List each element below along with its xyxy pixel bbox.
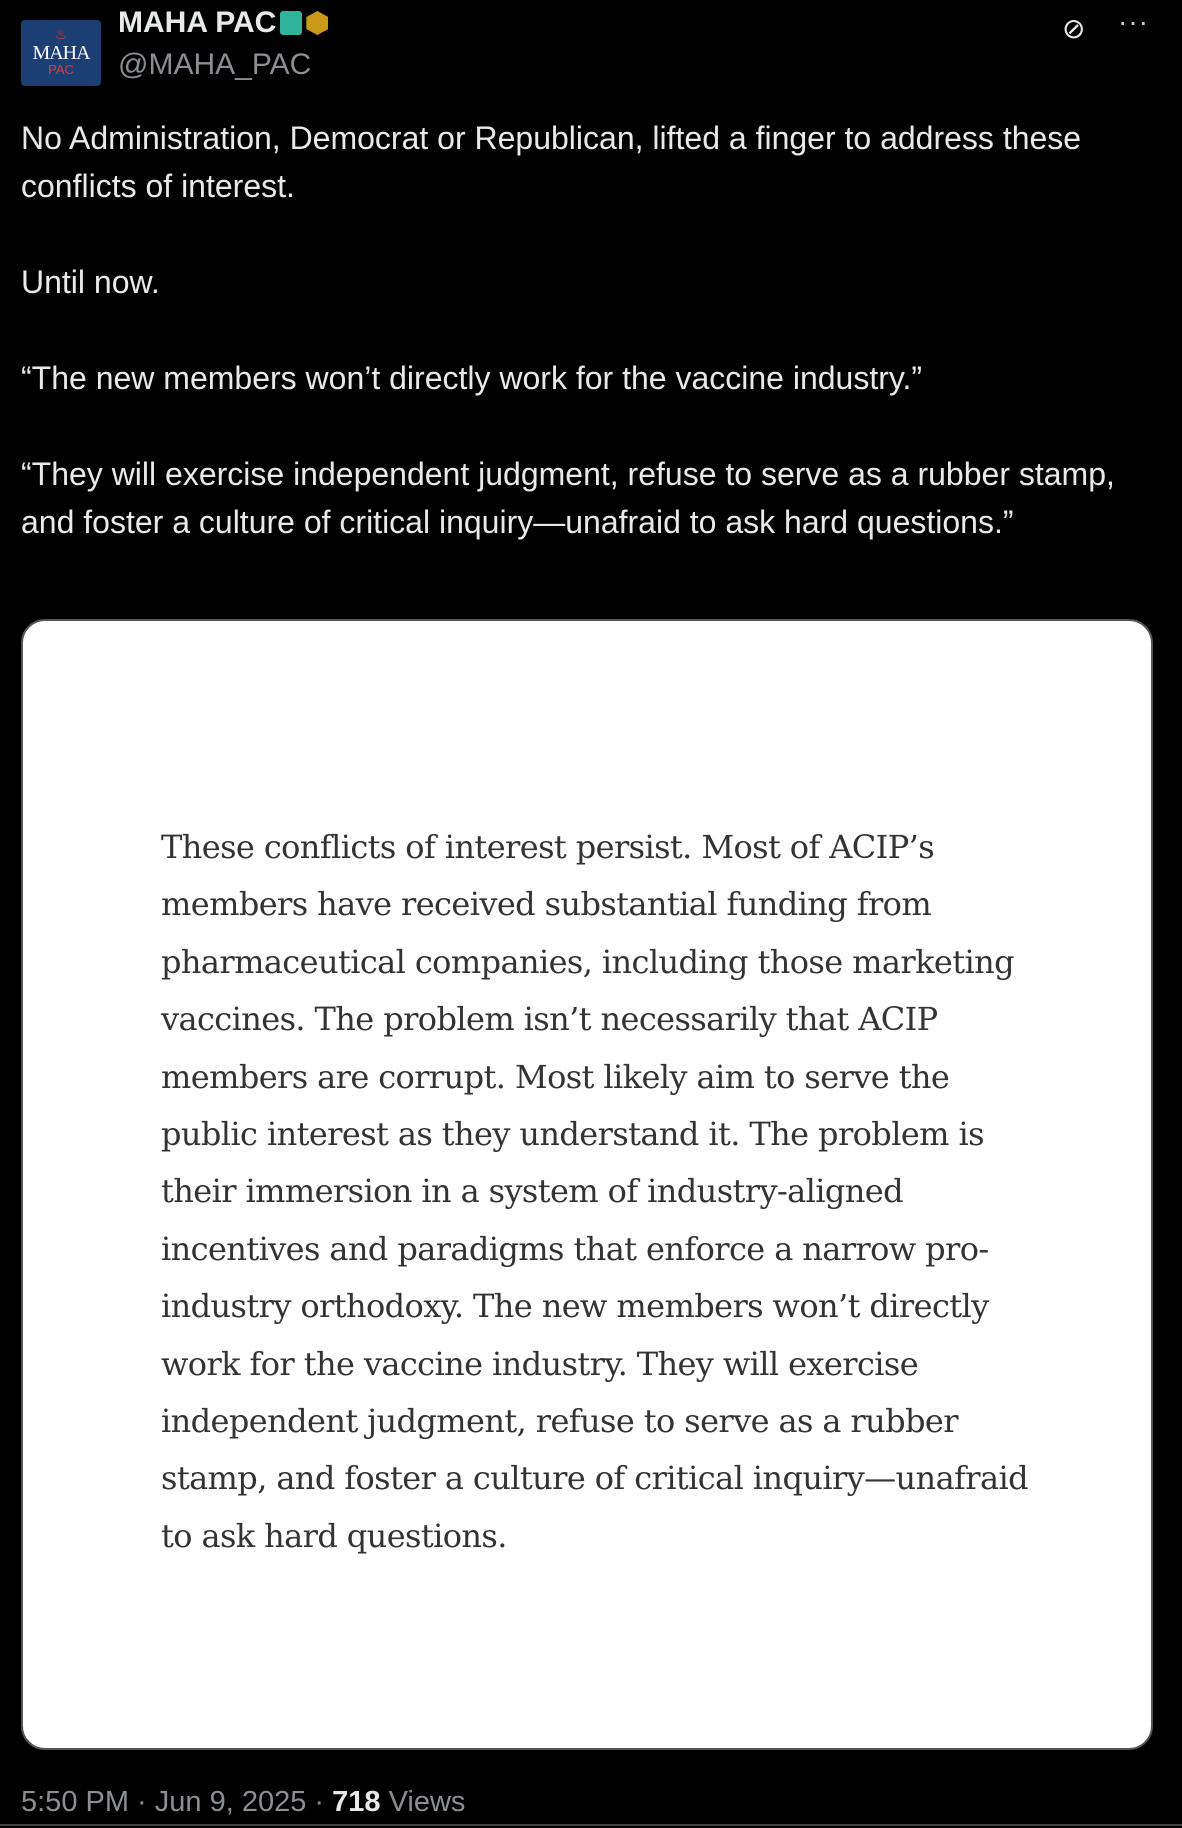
author-handle[interactable]: @MAHA_PAC [118, 48, 312, 81]
quote-image[interactable] [21, 619, 1153, 1750]
flame-icon: ♨ [54, 28, 68, 43]
views-count: 718 [332, 1786, 381, 1818]
tweet-time[interactable]: 5:50 PM [21, 1786, 129, 1818]
tweet-paragraph: Until now. [21, 264, 160, 300]
tweet-paragraph: No Administration, Democrat or Republican, lifted a finger to address these conflicts of interest. [21, 120, 1082, 204]
more-icon[interactable]: ··· [1118, 6, 1149, 37]
quote-text: These conflicts of interest persist. Most of ACIP’s members have received substantial funding from pharmaceutical companies, including those marketing vaccines. The problem isn’t necessarily that ACIP members are corrupt. Most likely aim to serve the public interest as they understand it. The problem is their immersion in a system of industry-aligned incentives and paradigms that enforce a narrow pro-industry orthodoxy. The new members won’t directly work for the vaccine industry. They will exercise independent judgment, refuse to serve as a rubber stamp, and foster a culture of critical inquiry—unafraid to ask hard questions. [161, 828, 1028, 1555]
author-name[interactable]: MAHA PAC [118, 6, 277, 39]
avatar-subtext: PAC [48, 62, 74, 77]
tweet-meta [21, 1786, 465, 1819]
tweet-text [21, 114, 1141, 594]
tweet-paragraph: “They will exercise independent judgment, refuse to serve as a rubber stamp, and foster a culture of critical inquiry—unafraid to ask hard questions.” [21, 456, 1115, 540]
tweet-date[interactable]: Jun 9, 2025 [154, 1786, 307, 1818]
author-name-row[interactable] [118, 6, 328, 40]
separator: · [306, 1786, 333, 1818]
grok-icon[interactable]: ⊘ [1062, 13, 1086, 44]
verified-badge-icon[interactable] [306, 11, 328, 35]
tweet-paragraph: “The new members won’t directly work for the vaccine industry.” [21, 360, 923, 396]
avatar[interactable] [21, 20, 101, 86]
statue-emoji-icon [280, 11, 302, 35]
avatar-text: MAHA [32, 42, 90, 64]
divider [0, 1824, 1182, 1826]
views-label: Views [380, 1786, 466, 1818]
separator: · [129, 1786, 155, 1818]
